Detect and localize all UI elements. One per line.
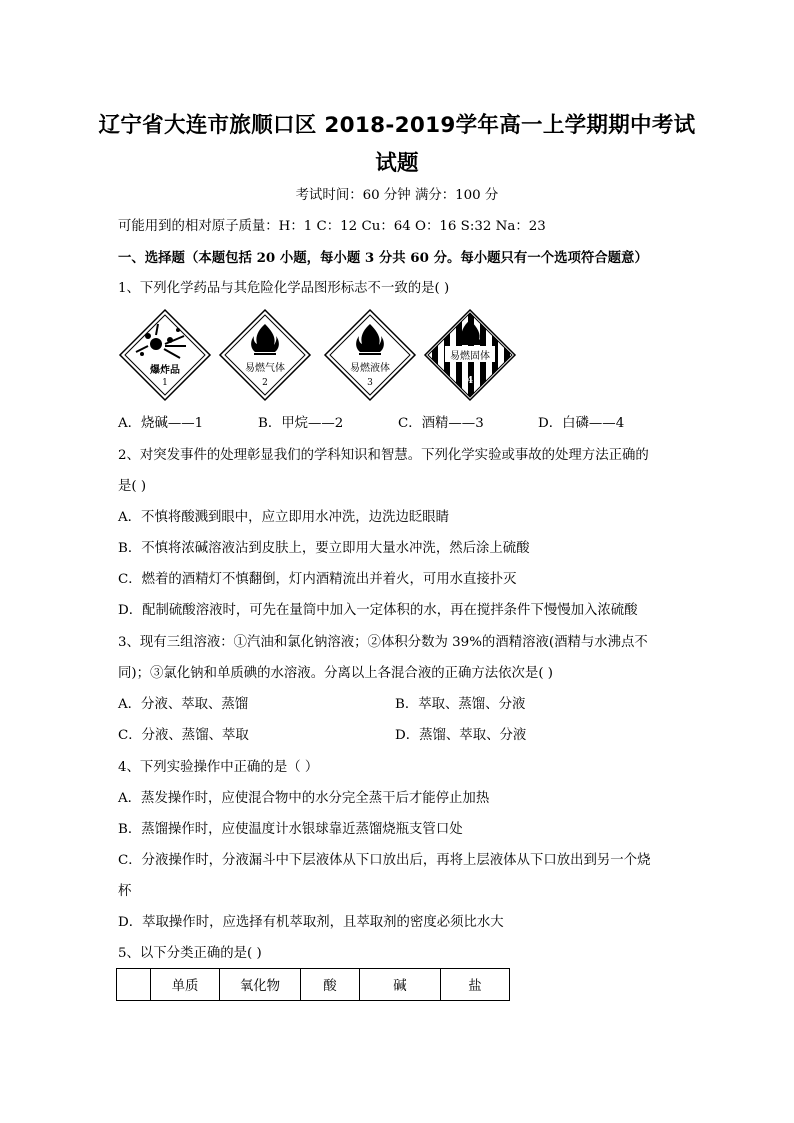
q4-option-b: B．蒸馏操作时，应使温度计水银球靠近蒸馏烧瓶支管口处 xyxy=(118,822,463,837)
table-header-cell: 碱 xyxy=(360,969,441,1001)
question-5-stem: 5、以下分类正确的是( ) xyxy=(118,946,262,961)
hazard-sign-flammable-solid xyxy=(423,308,517,402)
hazard-sign-label: 爆炸品 xyxy=(150,365,180,376)
q3-option-d: D．蒸馏、萃取、分液 xyxy=(395,728,527,743)
hazard-sign-number: 1 xyxy=(162,378,168,388)
q2-option-b: B．不慎将浓碱溶液沾到皮肤上，要立即用大量水冲洗，然后涂上硫酸 xyxy=(118,541,530,556)
table-header-cell xyxy=(117,969,151,1001)
q4-option-c-continued: 杯 xyxy=(118,884,132,899)
table-row xyxy=(117,969,510,1001)
question-3-stem-line2: 同)；③氯化钠和单质碘的水溶液。分离以上各混合液的正确方法依次是( ) xyxy=(118,666,554,681)
atomic-mass-note: 可能用到的相对原子质量：H：1 C：12 Cu：64 O：16 S:32 Na：23 xyxy=(118,219,546,234)
table-header-cell: 盐 xyxy=(441,969,510,1001)
hazard-sign-label: 易燃固体 xyxy=(450,351,490,362)
question-4-stem: 4、下列实验操作中正确的是（ ） xyxy=(118,760,319,775)
q1-option-a: A．烧碱——1 xyxy=(118,416,204,431)
hazard-sign-number: 4 xyxy=(466,376,474,386)
hazard-signs xyxy=(118,308,518,404)
q2-option-d: D．配制硫酸溶液时，可先在量筒中加入一定体积的水，再在搅拌条件下慢慢加入浓硫酸 xyxy=(118,603,638,618)
classification-table xyxy=(116,968,510,1001)
q3-option-b: B．萃取、蒸馏、分液 xyxy=(395,697,526,712)
hazard-sign-explosive xyxy=(118,308,212,402)
q2-option-c: C．燃着的酒精灯不慎翻倒，灯内酒精流出并着火，可用水直接扑灭 xyxy=(118,572,517,587)
question-1-stem: 1、下列化学药品与其危险化学品图形标志不一致的是( ) xyxy=(118,281,450,296)
q4-option-d: D．萃取操作时，应选择有机萃取剂，且萃取剂的密度必须比水大 xyxy=(118,915,504,930)
hazard-sign-label: 易燃气体 xyxy=(245,363,285,374)
page-title-line2: 试题 xyxy=(375,151,419,176)
question-2-stem-line2: 是( ) xyxy=(118,479,147,494)
question-2-stem: 2、对突发事件的处理彰显我们的学科知识和智慧。下列化学实验或事故的处理方法正确的 xyxy=(118,448,649,463)
q2-option-a: A．不慎将酸溅到眼中，应立即用水冲洗，边洗边眨眼睛 xyxy=(118,510,450,525)
q3-option-a: A．分液、萃取、蒸馏 xyxy=(118,697,249,712)
table-header-cell: 氧化物 xyxy=(220,969,301,1001)
q4-option-c: C．分液操作时，分液漏斗中下层液体从下口放出后，再将上层液体从下口放出到另一个烧 xyxy=(118,853,651,868)
hazard-sign-number: 3 xyxy=(367,378,373,388)
hazard-sign-label: 易燃液体 xyxy=(350,363,390,374)
hazard-sign-flammable-liquid xyxy=(323,308,417,402)
q4-option-a: A．蒸发操作时，应使混合物中的水分完全蒸干后才能停止加热 xyxy=(118,791,490,806)
q1-option-c: C．酒精——3 xyxy=(398,416,484,431)
q1-option-d: D．白磷——4 xyxy=(538,416,625,431)
section-heading: 一、选择题（本题包括 20 小题，每小题 3 分共 60 分。每小题只有一个选项符合题意） xyxy=(118,250,648,266)
q1-option-b: B．甲烷——2 xyxy=(258,416,344,431)
hazard-sign-number: 2 xyxy=(262,378,268,388)
table-header-cell: 单质 xyxy=(151,969,220,1001)
hazard-sign-flammable-gas xyxy=(218,308,312,402)
table-header-cell: 酸 xyxy=(301,969,360,1001)
q3-option-c: C．分液、蒸馏、萃取 xyxy=(118,728,249,743)
page-title: 辽宁省大连市旅顺口区 2018-2019学年高一上学期期中考试 xyxy=(98,113,696,138)
exam-info: 考试时间：60 分钟 满分：100 分 xyxy=(295,188,499,203)
question-3-stem: 3、现有三组溶液：①汽油和氯化钠溶液；②体积分数为 39%的酒精溶液(酒精与水沸点不 xyxy=(118,635,648,650)
